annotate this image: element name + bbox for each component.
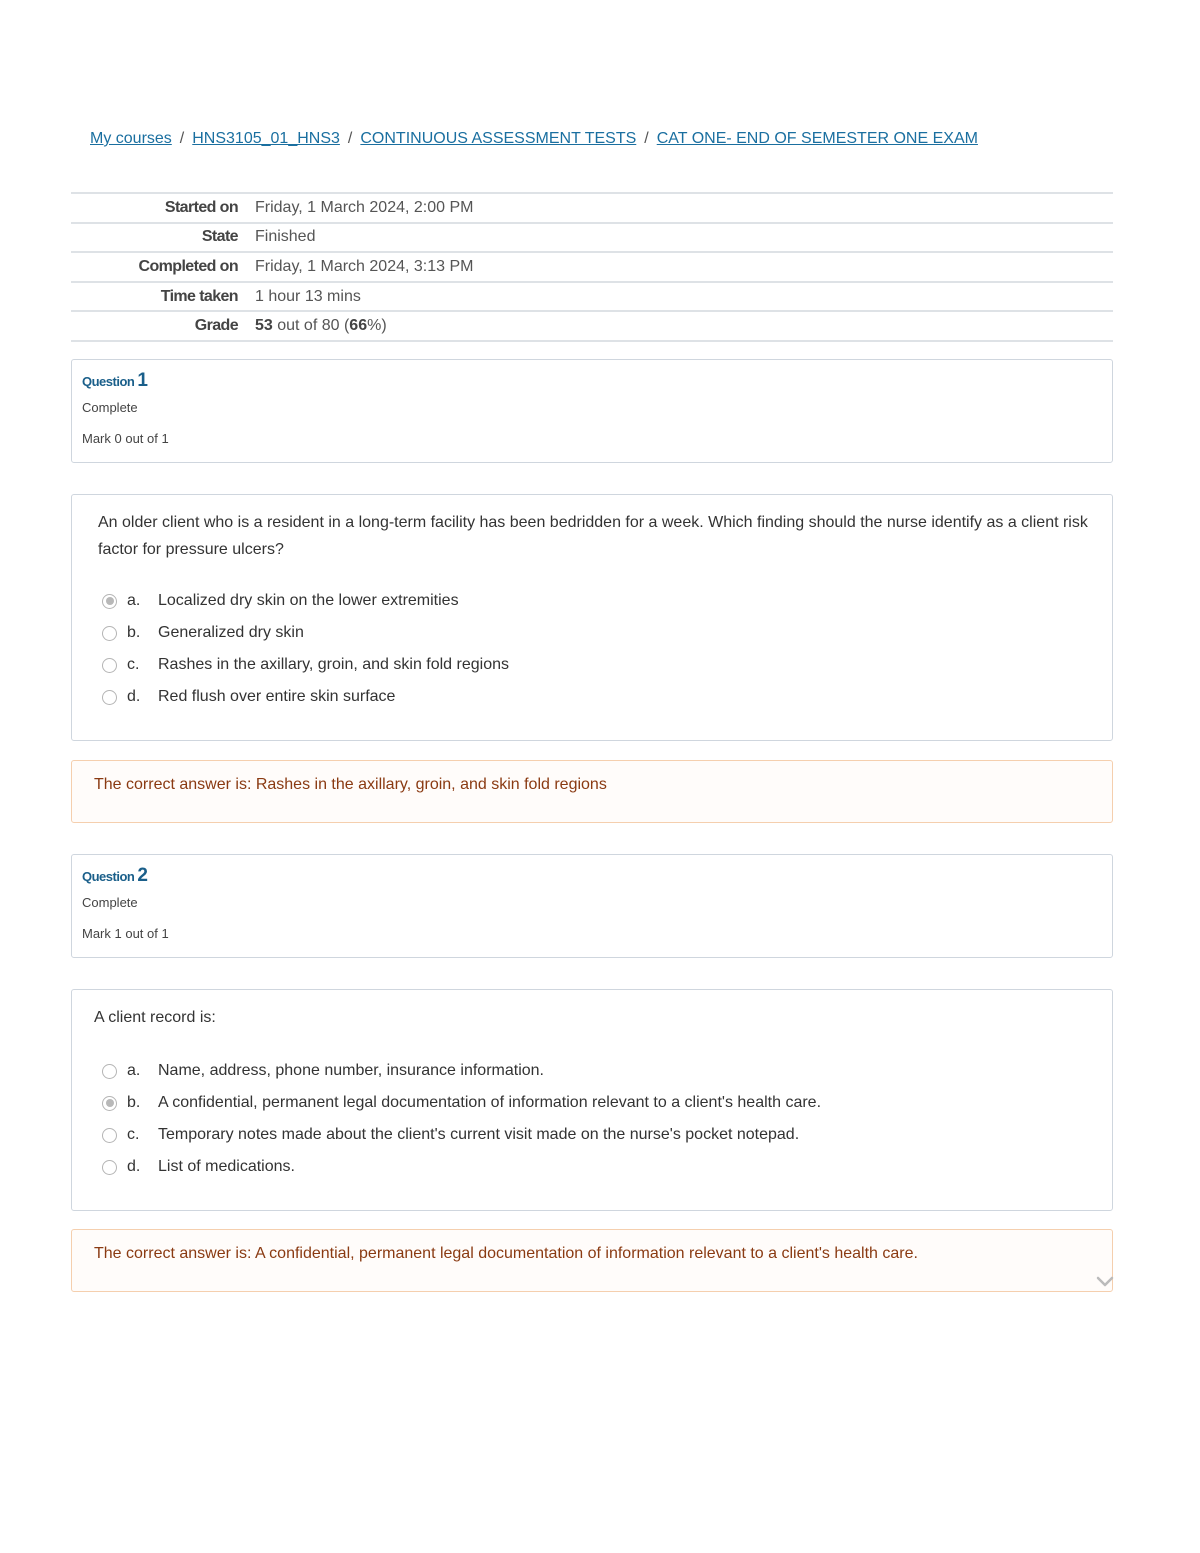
summary-row-state <box>71 224 1113 254</box>
question-text: An older client who is a resident in a long-term facility has been bedridden for a week. Which finding should the nurse identify as a client risk factor for pressure ulcers? <box>98 514 1088 558</box>
attempt-summary-table <box>71 192 1113 342</box>
answer-letter: c. <box>127 656 140 673</box>
question-number-value: 2 <box>137 865 148 886</box>
question-mark: Mark 1 out of 1 <box>82 926 169 941</box>
answer-letter: a. <box>127 1062 141 1079</box>
answer-letter: b. <box>127 624 141 641</box>
radio-icon[interactable] <box>102 1096 117 1111</box>
answer-list <box>94 585 1090 713</box>
started-value: Friday, 1 March 2024, 2:00 PM <box>255 198 474 216</box>
grade-value <box>255 317 387 335</box>
breadcrumb-course[interactable]: HNS3105_01_HNS3 <box>192 130 340 147</box>
started-label: Started on <box>164 198 238 216</box>
question-state: Complete <box>82 895 138 910</box>
grade-out-of: out of 80 ( <box>272 317 350 335</box>
question-formulation-2 <box>71 989 1113 1211</box>
summary-row-completed <box>71 253 1113 283</box>
completed-value: Friday, 1 March 2024, 3:13 PM <box>255 257 474 275</box>
radio-icon[interactable] <box>102 1160 117 1175</box>
grade-label: Grade <box>194 317 238 335</box>
summary-row-grade <box>71 312 1113 342</box>
answer-text: Red flush over entire skin surface <box>158 688 396 705</box>
state-value: Finished <box>255 228 316 246</box>
question-label: Question <box>82 374 135 389</box>
answer-letter: b. <box>127 1094 141 1111</box>
grade-end: %) <box>367 317 387 335</box>
correct-answer-feedback-1: The correct answer is: Rashes in the axillary, groin, and skin fold regions <box>71 760 1113 823</box>
breadcrumb-separator: / <box>644 130 649 147</box>
question-number <box>82 370 1102 392</box>
question-number-value: 1 <box>137 370 148 391</box>
question-info-1 <box>71 359 1113 463</box>
correct-answer-feedback-2: The correct answer is: A confidential, permanent legal documentation of information relevant to a client's health care. <box>71 1229 1113 1292</box>
question-state: Complete <box>82 400 138 415</box>
answer-letter: d. <box>127 688 141 705</box>
answer-option-d[interactable] <box>94 681 1090 713</box>
state-label: State <box>201 228 238 246</box>
radio-icon[interactable] <box>102 626 117 641</box>
chevron-down-icon[interactable] <box>1096 1275 1114 1289</box>
question-number <box>82 865 1102 887</box>
question-text: A client record is: <box>94 1009 216 1026</box>
answer-option-b[interactable] <box>94 1087 1090 1119</box>
answer-text: List of medications. <box>158 1158 295 1175</box>
answer-text: Generalized dry skin <box>158 624 304 641</box>
radio-icon[interactable] <box>102 690 117 705</box>
breadcrumb-section[interactable]: CONTINUOUS ASSESSMENT TESTS <box>360 130 637 147</box>
radio-icon[interactable] <box>102 1128 117 1143</box>
summary-row-time <box>71 283 1113 313</box>
breadcrumb-separator: / <box>347 130 353 147</box>
answer-option-a[interactable] <box>94 1055 1090 1087</box>
question-info-2 <box>71 854 1113 958</box>
answer-text: A confidential, permanent legal documentation of information relevant to a client's health care. <box>158 1094 822 1111</box>
question-formulation-1 <box>71 494 1113 741</box>
time-taken-value: 1 hour 13 mins <box>255 287 361 305</box>
breadcrumb-separator: / <box>179 130 185 147</box>
answer-option-a[interactable] <box>94 585 1090 617</box>
answer-letter: a. <box>127 592 141 609</box>
radio-icon[interactable] <box>102 594 117 609</box>
answer-option-c[interactable] <box>94 1119 1090 1151</box>
summary-row-started <box>71 194 1113 224</box>
answer-text: Rashes in the axillary, groin, and skin fold regions <box>158 656 509 673</box>
answer-option-d[interactable] <box>94 1151 1090 1183</box>
grade-percent: 66 <box>349 317 368 335</box>
question-label: Question <box>82 869 135 884</box>
answer-option-c[interactable] <box>94 649 1090 681</box>
breadcrumb <box>90 130 978 148</box>
answer-list <box>94 1055 1090 1183</box>
answer-letter: c. <box>127 1126 140 1143</box>
answer-text: Name, address, phone number, insurance information. <box>158 1062 544 1079</box>
answer-option-b[interactable] <box>94 617 1090 649</box>
radio-icon[interactable] <box>102 1064 117 1079</box>
completed-label: Completed on <box>138 257 238 275</box>
answer-text: Temporary notes made about the client's current visit made on the nurse's pocket notepad. <box>158 1126 800 1143</box>
radio-icon[interactable] <box>102 658 117 673</box>
question-mark: Mark 0 out of 1 <box>82 431 169 446</box>
answer-letter: d. <box>127 1158 141 1175</box>
breadcrumb-quiz[interactable]: CAT ONE- END OF SEMESTER ONE EXAM <box>656 130 978 147</box>
answer-text: Localized dry skin on the lower extremities <box>158 592 459 609</box>
grade-score: 53 <box>255 317 273 335</box>
time-taken-label: Time taken <box>160 287 238 305</box>
breadcrumb-my-courses[interactable]: My courses <box>90 130 172 147</box>
